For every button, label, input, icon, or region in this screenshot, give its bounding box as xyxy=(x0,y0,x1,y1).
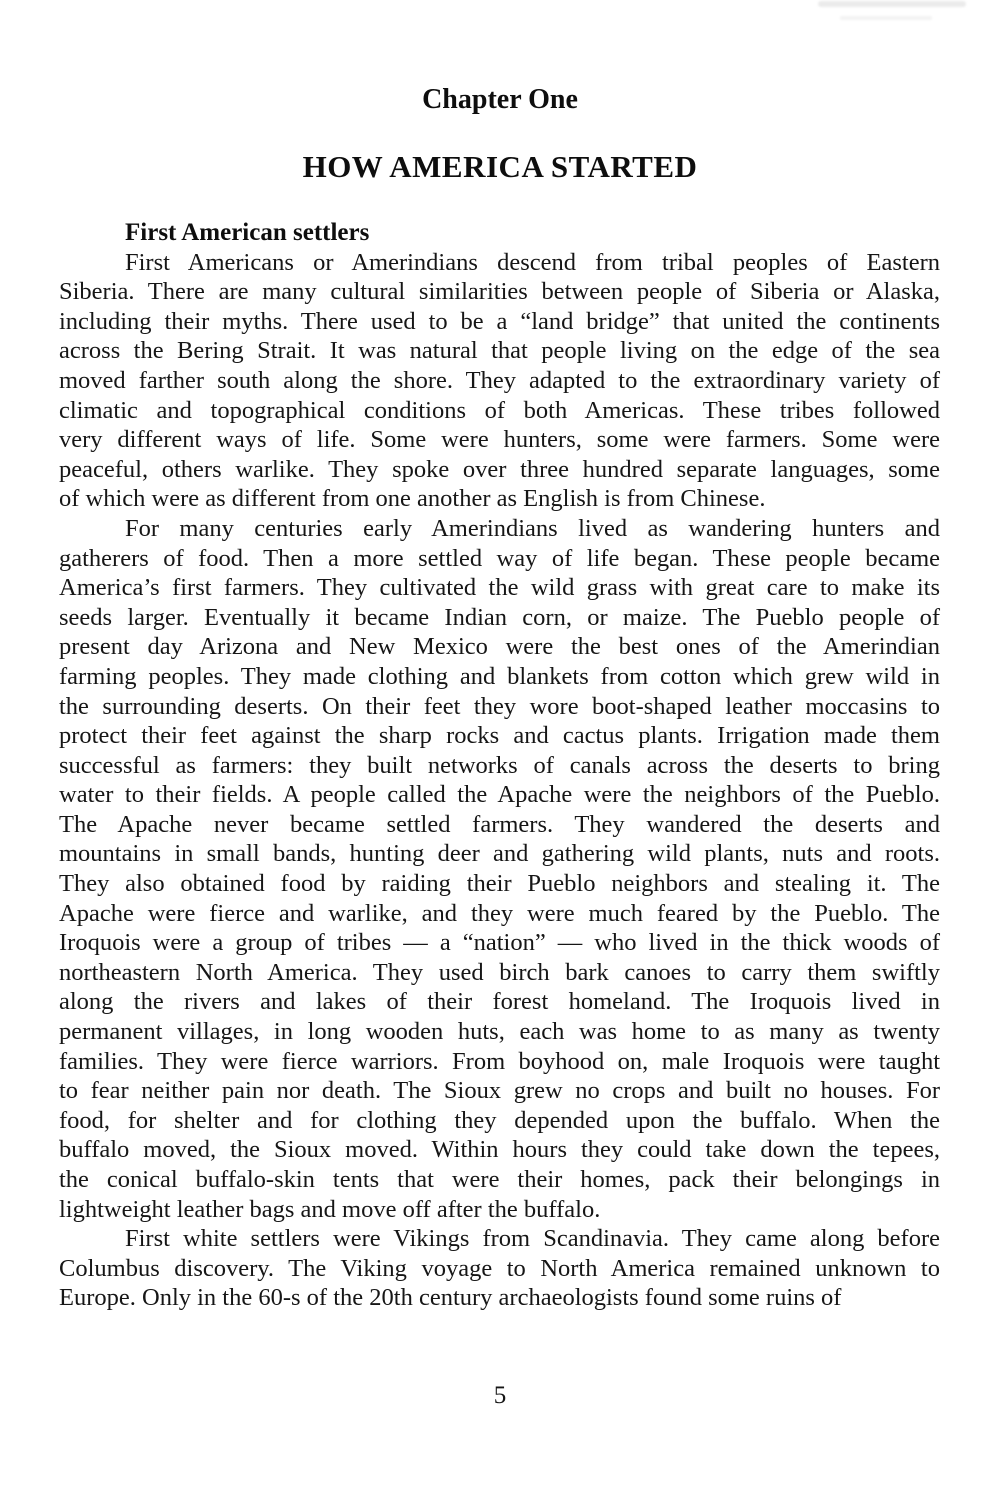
text-line: of which were as different from one another as English is from Chinese. xyxy=(59,485,766,513)
scan-smudge-artifact xyxy=(840,16,932,20)
text-line: peaceful, others warlike. They spoke over three hundred separate languages, some xyxy=(59,455,940,483)
page-number: 5 xyxy=(493,1382,507,1409)
text-line: America’s first farmers. They cultivated the wild grass with great care to make its xyxy=(59,574,940,602)
text-line: First white settlers were Vikings from Scandinavia. They came along before xyxy=(125,1225,940,1253)
text-line: They also obtained food by raiding their Pueblo neighbors and stealing it. The xyxy=(59,870,940,898)
text-line: successful as farmers: they built networks of canals across the deserts to bring xyxy=(59,751,940,779)
text-line: seeds larger. Eventually it became Indian corn, or maize. The Pueblo people of xyxy=(59,603,940,631)
text-line: climatic and topographical conditions of both Americas. These tribes followed xyxy=(59,396,940,424)
text-line: gatherers of food. Then a more settled way of life began. These people became xyxy=(59,544,940,572)
text-line: northeastern North America. They used birch bark canoes to carry them swiftly xyxy=(59,958,940,986)
text-line: The Apache never became settled farmers. They wandered the deserts and xyxy=(59,810,940,838)
text-line: For many centuries early Amerindians lived as wandering hunters and xyxy=(125,514,940,542)
chapter-heading: Chapter One xyxy=(422,84,578,115)
page-title: HOW AMERICA STARTED xyxy=(302,149,698,184)
text-line: buffalo moved, the Sioux moved. Within hours they could take down the tepees, xyxy=(59,1136,940,1164)
paragraphs-container xyxy=(59,248,940,1313)
text-line: permanent villages, in long wooden huts, each was home to as many as twenty xyxy=(59,1018,940,1046)
text-line: very different ways of life. Some were hunters, some were farmers. Some were xyxy=(59,426,940,454)
text-line: First Americans or Amerindians descend from tribal peoples of Eastern xyxy=(125,248,940,276)
text-line: Europe. Only in the 60-s of the 20th century archaeologists found some ruins of xyxy=(59,1284,842,1312)
text-line: Iroquois were a group of tribes — a “nation” — who lived in the thick woods of xyxy=(59,929,940,957)
text-line: including their myths. There used to be a “land bridge” that united the continents xyxy=(59,307,940,335)
text-line: families. They were fierce warriors. From boyhood on, male Iroquois were taught xyxy=(59,1047,940,1075)
text-line: the surrounding deserts. On their feet they wore boot-shaped leather moccasins to xyxy=(59,692,940,720)
text-line: Siberia. There are many cultural similarities between people of Siberia or Alaska, xyxy=(59,278,940,306)
section-heading: First American settlers xyxy=(125,219,370,246)
text-line: Columbus discovery. The Viking voyage to North America remained unknown to xyxy=(59,1254,940,1282)
body-text-block xyxy=(59,218,940,1313)
text-line: protect their feet against the sharp rocks and cactus plants. Irrigation made them xyxy=(59,722,940,750)
text-line: farming peoples. They made clothing and blankets from cotton which grew wild in xyxy=(59,662,940,690)
text-line: across the Bering Strait. It was natural that people living on the edge of the sea xyxy=(59,337,940,365)
text-line: lightweight leather bags and move off after the buffalo. xyxy=(59,1195,601,1223)
text-line: moved farther south along the shore. They adapted to the extraordinary variety of xyxy=(59,366,940,394)
text-line: along the rivers and lakes of their forest homeland. The Iroquois lived in xyxy=(59,988,940,1016)
text-line: the conical buffalo-skin tents that were their homes, pack their belongings in xyxy=(59,1166,940,1193)
text-line: food, for shelter and for clothing they depended upon the buffalo. When the xyxy=(59,1106,940,1134)
scan-smudge-artifact xyxy=(818,1,966,7)
text-line: Apache were fierce and warlike, and they were much feared by the Pueblo. The xyxy=(59,899,940,927)
text-line: mountains in small bands, hunting deer and gathering wild plants, nuts and roots. xyxy=(59,840,940,868)
text-line: to fear neither pain nor death. The Sioux grew no crops and built no houses. For xyxy=(59,1077,940,1105)
text-line: present day Arizona and New Mexico were the best ones of the Amerindian xyxy=(59,633,940,661)
text-line: water to their fields. A people called the Apache were the neighbors of the Pueblo. xyxy=(59,781,940,809)
